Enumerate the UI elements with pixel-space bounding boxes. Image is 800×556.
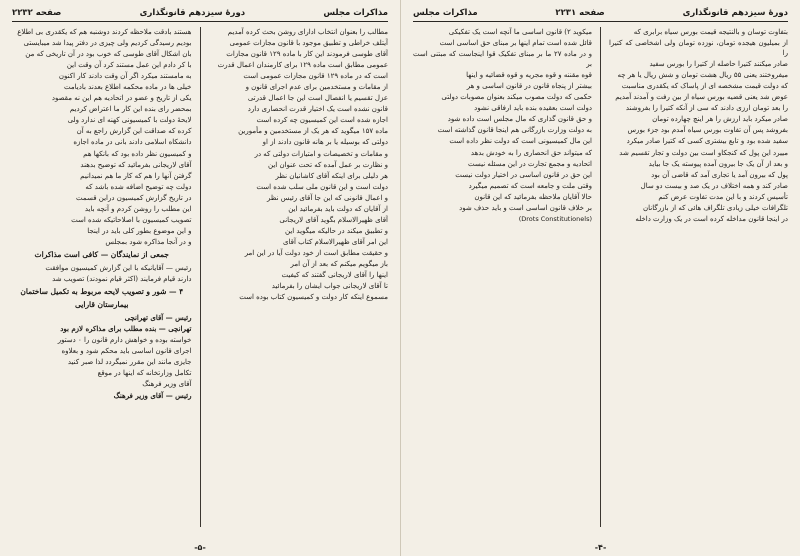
text-line: و اعمال قانونی که این جا آقای رئیس نظر xyxy=(267,193,388,202)
text-line: صادر میکرد باید ارزش را هر اینچ چهارده تومان xyxy=(652,115,788,124)
journal-title: دورهٔ سیزدهم قانونگذاری xyxy=(682,8,788,18)
text-line: و تطبیق میکند در حالیکه میگوید این xyxy=(284,226,388,235)
text-line: حکمی که دولت مصوب میکند بعنوان مصوبات دولتی xyxy=(441,93,592,102)
text-line: بان اشکال آقای طوسی که خوب بود در آن تاریخی که من xyxy=(25,50,192,59)
text-line: سفید شده بود و تابع بیشتری کسی که کتیرا صادر میکرد xyxy=(626,137,788,146)
text-line: خیلی ها در ماده محکمه اطلاع بعدند بادیامت xyxy=(64,83,192,92)
page-number: صفحه ۲۲۳۱ xyxy=(555,8,605,18)
text-line: کرده که صداقت این گزارش راجع به آن xyxy=(76,127,192,136)
text-line: اجرای قانون اساسی باید محکم شود و بعلاوه xyxy=(61,347,192,356)
text-line: قائل شده است تمام اینها بر مبنای حق اساسی است xyxy=(439,39,592,48)
text-line: از مقامات و مستخدمین برای عدم اجرای قانون و xyxy=(245,83,388,92)
text-line: اتحادیه و مجمع تجارت در این مسئله نیست xyxy=(467,159,592,168)
text-line: و مقامات و تخصیصات و امتیازات دولتی که در xyxy=(254,149,388,158)
text-line: هر دلیلی برای اینکه آقای کاشانیان نظر xyxy=(275,171,388,180)
left-text-column xyxy=(12,27,192,527)
section-heading: بیمارستان قارایی xyxy=(75,300,129,310)
text-line: ماده ۱۵۷ میگوید که هر یک از مستخدمین و مأمورین xyxy=(238,127,388,136)
text-line: قوه مقننه و قوه مجریه و قوه قضائیه و اینها xyxy=(466,71,592,80)
page-header xyxy=(413,8,788,22)
text-line: پول که بیرون آمد یا تجاری آمد که قاضی آن بود xyxy=(651,170,788,179)
text-line: و حق قانون گذاری که مال مجلس است داده شود xyxy=(447,115,592,124)
text-line: آیتلف خراطی و تطبیق موجود با قانون مجازات عمومی xyxy=(229,39,388,48)
text-line: آقای وزیر فرهنگ xyxy=(142,380,192,389)
text-line: را بعد تومان ارزی دادند که سی از آنکه کتیرا را بفروشند xyxy=(625,104,788,113)
text-line: جایزی مانند این مقرر نمیگردد لذا صبر کنید xyxy=(67,358,192,367)
text-line: تصویب کمیسیون با اصلاحاتیکه شده است xyxy=(71,215,192,224)
text-line: حالا آقایان ملاحظه بفرمائید که این قانون xyxy=(474,192,592,201)
text-line: تأسیس کردند و با این مدت تفاوت عرض کنم xyxy=(658,192,788,201)
text-line: این امر آقای ظهیرالاسلام کتاب آقای xyxy=(283,237,388,246)
speaker-line: دارند قیام فرمایند (اکثر قیام نمودند) تصویب شد xyxy=(52,275,192,284)
latin-term: (Drots Constitutionels) xyxy=(518,214,592,223)
text-line: هستند بادقت ملاحظه کردند دوشنبه هم که یکقدری بی اطلاع xyxy=(17,28,192,36)
column-divider xyxy=(200,27,201,527)
text-line: بتفاوت توسان و بالنتیجه قیمت بورس سیاه برابری که xyxy=(633,28,788,36)
text-line: صادر میکنند کتیرا حاصله از کتیرا را بورس سفید xyxy=(649,60,788,69)
text-line: قانون نشده است یک اختیار قدرت انحصاری دارد xyxy=(247,105,388,114)
text-line: و کمیسیون نظر داده بود که بانکها هم xyxy=(83,149,192,158)
text-line: مسموع اینکه کار دولت و کمیسیون کتاب بوده است xyxy=(239,293,388,302)
text-line: و این موضوع بطور کلی باید در اینجا xyxy=(87,226,192,235)
latin-term-line xyxy=(413,214,592,224)
right-text-column xyxy=(609,27,788,527)
text-line: آقای طوسی فرمودند این کار با ماده ۱۲۹ قانون مجازات xyxy=(226,50,388,59)
text-line: بودیم رسیدگی کردیم ولی چیزی در دفتر پیدا شد میبایستی xyxy=(23,39,192,48)
page-header xyxy=(12,8,388,22)
journal-title: دورهٔ سیزدهم قانونگذاری xyxy=(139,8,246,18)
speaker-line: رئیس — آقای تهرانچی xyxy=(124,313,192,323)
text-line: در تاریخ گزارش کمیسیون دراین قسمت xyxy=(76,193,192,202)
text-line: که میتواند حق انحصاری را به خودش بدهد xyxy=(470,148,592,157)
text-line: به مامستند میکرد اگر آن وقت دادند کار اکنون xyxy=(58,72,192,81)
text-line: وقتی ملت و جامعه است که تصمیم میگیرد xyxy=(468,181,592,190)
text-line: آقای ظهیرالاسلام بگوید آقای لاریجانی xyxy=(279,215,388,224)
text-line: به دولت وزارت بازرگانی هم اینجا قانون گذاشته است xyxy=(437,126,592,135)
text-line: تلگرافات خیلی زیادی تلگراف هائی که از بازرگانان xyxy=(643,203,788,212)
text-line: عمومی مطابق است ماده ۱۲۹ برای کارمندان اعمال قدرت xyxy=(217,61,388,70)
text-columns xyxy=(413,27,788,527)
section-heading: ۴ — شور و تصویب لایحه مربوط به تکمیل ساختمان xyxy=(20,287,184,297)
text-line: آقای لاریجانی بفرمائید که توضیح بدهند xyxy=(80,160,192,169)
text-line: در اینجا قانون مداخله کرده است در یک وزارت داخله xyxy=(635,214,788,223)
text-line: و حقیقت مطابق است از خود دولت آیا در این امر xyxy=(244,248,388,257)
text-line: اینها را آقای لاریجانی گفتند که کیفیت xyxy=(281,271,388,280)
text-line: یکی از تاریخ و عضو در اتحادیه هم این نه مقصود xyxy=(51,94,192,103)
page-number: صفحه ۲۲۳۲ xyxy=(12,8,62,18)
right-text-column xyxy=(209,27,389,527)
text-line: با کر دادم این عمل مستند کرد آن وقت این xyxy=(66,61,192,70)
text-line: بیشتر از پنجاه قانون در قانون اساسی و هر xyxy=(466,82,592,91)
text-line: است که در ماده ۱۲۹ قانون مجازات عمومی است xyxy=(243,72,388,81)
text-line: و بعد از آن یک جا بیرون آمده پیوسته یک جا بیاید xyxy=(648,159,788,168)
speaker-line: رئیس — آقای وزیر فرهنگ xyxy=(113,390,192,400)
text-line: این مطلب را روشن کردم و آنچه باید xyxy=(84,204,192,213)
text-line: و در آنجا مذاکره شود بمجلس xyxy=(105,237,192,246)
speaker-line: تهرانچی — بنده مطلب برای مذاکره لازم بود xyxy=(60,324,192,334)
text-line: مطالب را بعنوان انتخاب ادارای روشن بحث کرده آمدیم xyxy=(227,28,388,36)
text-line: که دولت قیمت مشخصه ای از پاساک که یکقدری مناسبت xyxy=(621,82,788,91)
text-line: گرفتن آنها را هم که کار ما هم نمیدانیم xyxy=(80,171,192,180)
text-line: دولت است بعقیده بنده باید ارفاقی نشود xyxy=(474,104,592,113)
text-line: و در ماده ۲۷ ما بر مبنای تفکیک قوا اینجاست که مبتنی است بر xyxy=(413,50,592,69)
text-line: این حق در قانون اساسی در اختیار دولت نیست xyxy=(455,170,592,179)
text-line: دولت است و این قانون ملی سلب شده است xyxy=(256,182,388,191)
page-footer: -۵- xyxy=(194,543,206,552)
text-line: باز میگویم میکنم که بعد از آن امر xyxy=(290,259,388,268)
column-divider xyxy=(600,27,601,527)
text-line: از آقایان که دولت باید بفرمائید این xyxy=(288,204,388,213)
text-line: دولت چه توضیح اضافه شده باشد که xyxy=(85,182,192,191)
text-line: عوض شد یعنی قضیه بورس سیاه از بین رفت و آمدند آمدیم xyxy=(615,93,788,102)
text-line: مییرد این پول که کنجکاو است بین دولت و تجار تقسیم شد xyxy=(619,148,788,157)
text-line: عزل تقسیم یا انفصال است این جا اعمال قدرتی xyxy=(247,94,388,103)
text-line: دولتی که بوسیله یا بر هانه قانون دادند از او xyxy=(262,138,388,147)
page-footer: -۴- xyxy=(594,543,607,552)
text-line: و نظارت بر عمل آمده که تحت عنوان این xyxy=(268,160,388,169)
text-line: خواسته بوده و خواهش دارم قانون را ۰ دستور xyxy=(57,336,192,345)
text-line: میفروختند یعنی ۵۵ ریال هشت تومان و شش ریال یا هر چه xyxy=(617,71,788,80)
text-line: بمحضر رای بنده این کار ما اعتراض کردیم xyxy=(69,105,192,114)
section-title: مذاکرات مجلس xyxy=(413,8,478,18)
text-line: صادر کند و همه اختلاف در یک صد و بیست دو سال xyxy=(640,181,788,190)
text-line: لایحهٔ دولت با کمیسیونی کهنه ای ندارد ولی xyxy=(67,116,192,125)
text-line: این مال کمیسیونی است که دولت نظر داده است xyxy=(449,137,592,146)
speaker-line: رئیس — آقایانیکه با این گزارش کمیسیون موافقت xyxy=(45,263,192,272)
text-line: از بمیلیون هیجده تومان، نوزده تومان ولی اشخاصی که کتیرا را xyxy=(609,39,788,58)
text-line: بر خلاف قانون اساسی است و باید حذف شود xyxy=(459,203,592,212)
text-line: تا آقای لاریجانی جواب ایشان را بفرمائید xyxy=(271,282,388,291)
text-line: بفروشد پس آن تفاوت بورس سیاه آمدم بود جزء بورس xyxy=(627,126,788,135)
left-text-column xyxy=(413,27,592,527)
section-heading: جمعی از نمایندگان — کافی است مذاکرات xyxy=(34,249,169,259)
text-line: تکامل وزارتخانه که اینها در موقع xyxy=(97,369,192,378)
text-line: اجازه شده است این کمیسیون چه کرده است xyxy=(256,116,388,125)
text-line: میکوید ۲) قانون اساسی ما آنچه است یک تفکیکی xyxy=(448,28,592,36)
text-line: دانشکاه اسلامی دادند بانی در ماده اجازه xyxy=(73,138,192,147)
text-columns xyxy=(12,27,388,527)
section-title: مذاکرات مجلس xyxy=(323,8,388,18)
page-2231 xyxy=(400,0,800,556)
